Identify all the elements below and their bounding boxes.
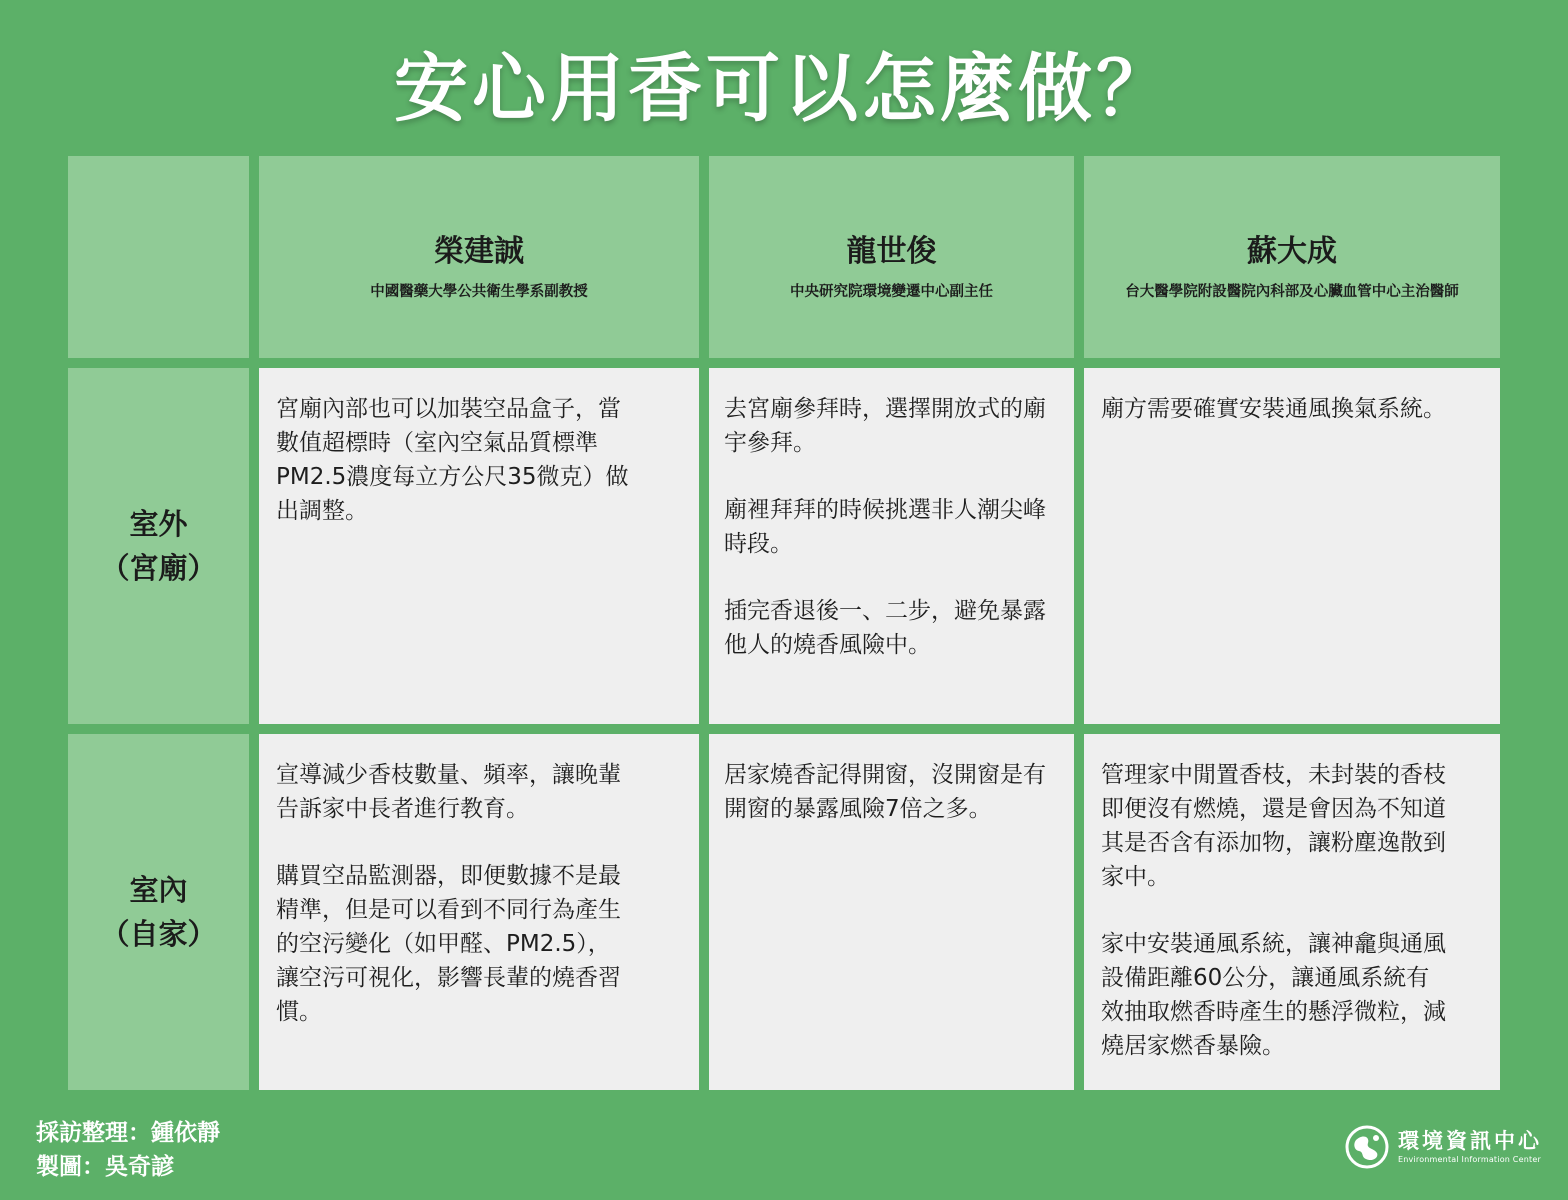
advice-cell: [1084, 368, 1500, 724]
expert-header-1: [259, 156, 699, 358]
expert-name: 榮建誠: [434, 234, 524, 269]
advice-paragraph: 家中安裝通風系統，讓神龕與通風設備距離60公分，讓通風系統有效抽取燃香時產生的懸浮微粒，減燒居家燃香暴險。: [1101, 931, 1446, 1059]
page-title: 安心用香可以怎麼做？: [394, 46, 1174, 132]
credits: [36, 1116, 220, 1184]
advice-paragraph: 宮廟內部也可以加裝空品盒子，當數值超標時（室內空氣品質標準PM2.5濃度每立方公尺35微克）做出調整。: [276, 396, 629, 524]
row-label-line1: 室外: [129, 507, 188, 541]
corner-cell: [68, 156, 249, 358]
row-label-line2: （宮廟）: [100, 551, 217, 585]
credit-graphics: 製圖：吳奇諺: [36, 1154, 174, 1180]
advice-paragraph: 廟方需要確實安裝通風換氣系統。: [1101, 396, 1446, 422]
expert-name: 蘇大成: [1247, 234, 1337, 269]
advice-paragraph: 去宮廟參拜時，選擇開放式的廟宇參拜。: [724, 396, 1046, 456]
expert-header-2: [709, 156, 1074, 358]
row-label-indoor: [68, 734, 249, 1090]
row-label-outdoor: [68, 368, 249, 724]
globe-logo-icon: [1344, 1124, 1390, 1170]
eic-logo: [1344, 1124, 1542, 1170]
logo-chinese-name: 環境資訊中心: [1398, 1129, 1542, 1153]
expert-role: 台大醫學院附設醫院內科部及心臟血管中心主治醫師: [1125, 284, 1459, 300]
expert-role: 中央研究院環境變遷中心副主任: [790, 284, 993, 300]
logo-english-name: Environmental Information Center: [1398, 1155, 1541, 1164]
advice-paragraph: 管理家中閒置香枝，未封裝的香枝即便沒有燃燒，還是會因為不知道其是否含有添加物，讓粉塵逸散到家中。: [1101, 762, 1446, 890]
advice-paragraph: 宣導減少香枝數量、頻率，讓晚輩告訴家中長者進行教育。: [276, 762, 621, 822]
advice-paragraph: 購買空品監測器，即便數據不是最精準，但是可以看到不同行為產生 的空污變化（如甲醛、PM2.5），讓空污可視化，影響長輩的燒香習慣。: [276, 863, 621, 1025]
expert-header-3: [1084, 156, 1500, 358]
row-label-line2: （自家）: [100, 917, 217, 951]
advice-cell: [709, 734, 1074, 1090]
advice-paragraph: 插完香退後一、二步，避免暴露他人的燒香風險中。: [724, 598, 1046, 658]
row-label-line1: 室內: [129, 873, 188, 907]
expert-name: 龍世俊: [846, 234, 937, 269]
advice-paragraph: 廟裡拜拜的時候挑選非人潮尖峰時段。: [724, 497, 1046, 557]
expert-role: 中國醫藥大學公共衛生學系副教授: [370, 284, 588, 300]
advice-cell: [259, 734, 699, 1090]
advice-cell: [709, 368, 1074, 724]
advice-cell: [259, 368, 699, 724]
advice-cell: [1084, 734, 1500, 1090]
credit-interview: 採訪整理：鍾依靜: [36, 1120, 220, 1146]
advice-paragraph: 居家燒香記得開窗，沒開窗是有開窗的暴露風險7倍之多。: [724, 762, 1046, 822]
